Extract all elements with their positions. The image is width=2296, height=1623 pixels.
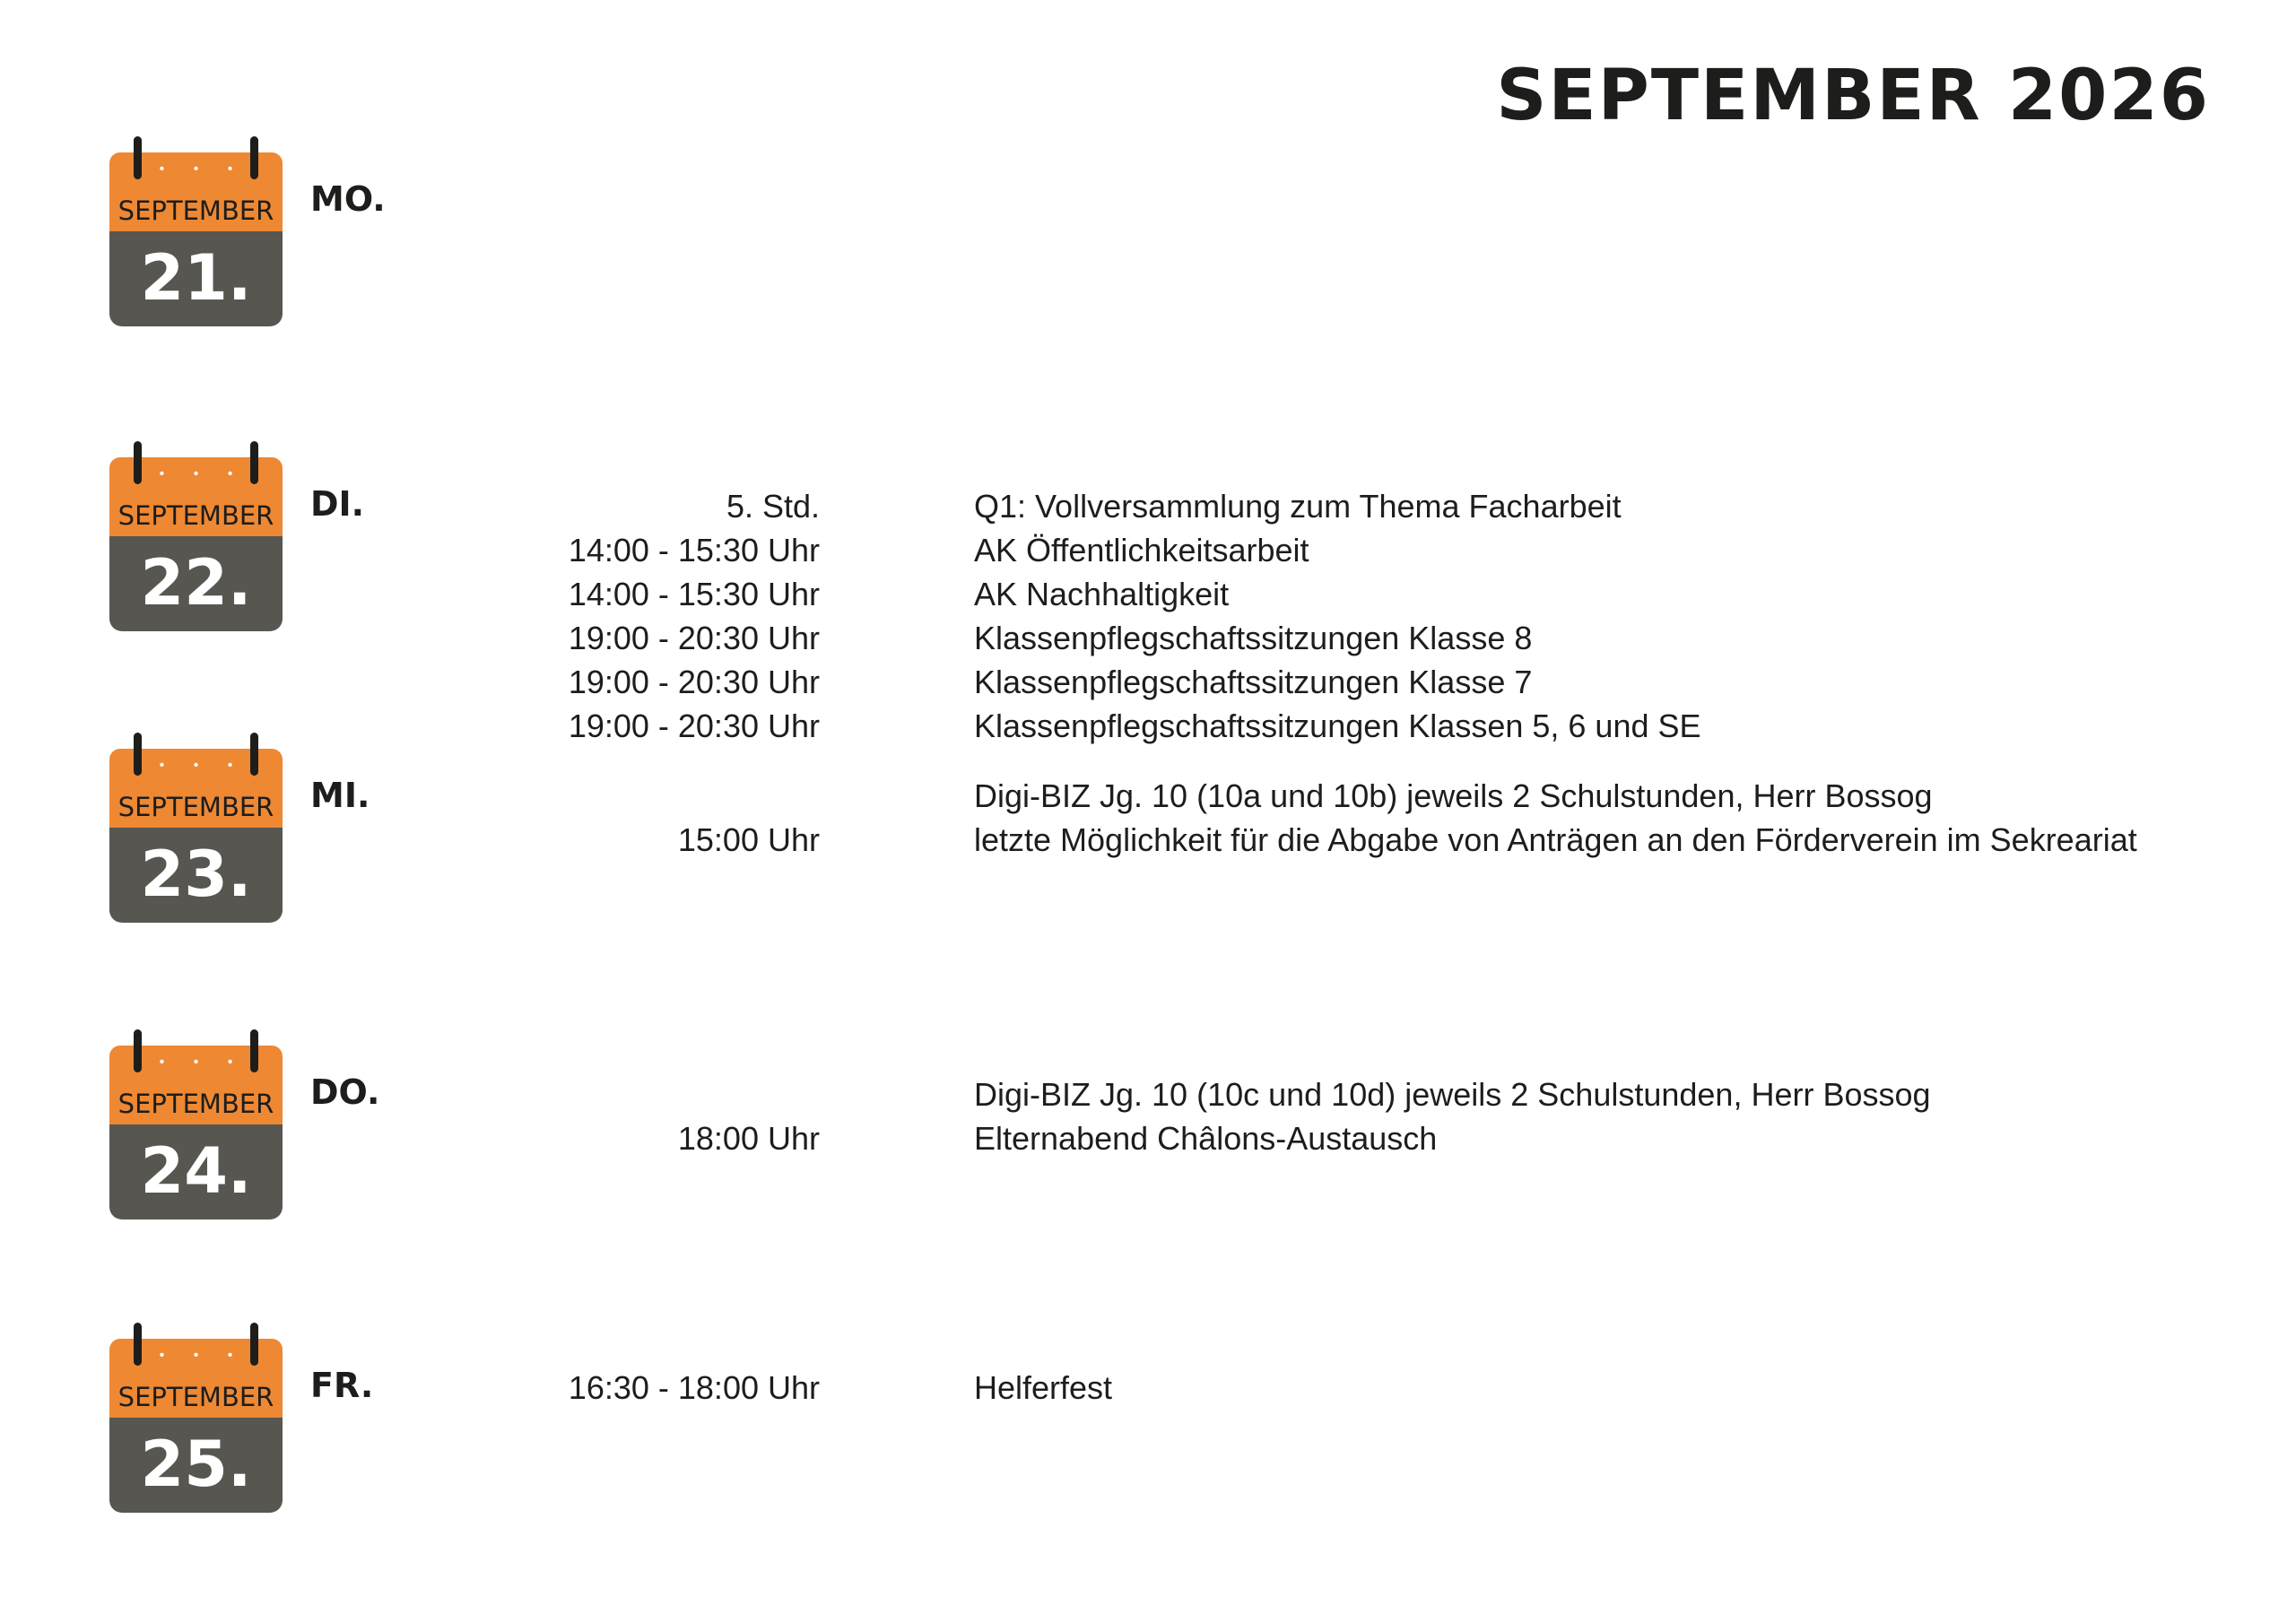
event-row [0, 484, 2296, 528]
event-row [0, 1366, 2296, 1410]
page-title: SEPTEMBER 2026 [1496, 56, 2210, 136]
calendar-dots: • • • [159, 161, 246, 177]
event-time: 14:00 - 15:30 Uhr [568, 576, 820, 612]
calendar-date: 21. [140, 241, 252, 315]
event-time: 18:00 Uhr [677, 1120, 820, 1157]
event-row [0, 704, 2296, 748]
event-description: Digi-BIZ Jg. 10 (10c und 10d) jeweils 2 Schulstunden, Herr Bossog [974, 1076, 1931, 1113]
calendar-ring [250, 1029, 258, 1072]
calendar-dots: • • • [159, 1348, 246, 1363]
event-row [0, 774, 2296, 818]
weekday-label: DO. [310, 1072, 380, 1112]
calendar-ring [134, 441, 142, 484]
weekday-label: MO. [310, 179, 386, 219]
event-description: Elternabend Châlons-Austausch [974, 1120, 1438, 1157]
calendar-month-label: SEPTEMBER [117, 1089, 274, 1119]
calendar-icon [109, 136, 283, 326]
event-description: AK Öffentlichkeitsarbeit [974, 532, 1309, 568]
event-time: 5. Std. [726, 488, 820, 525]
calendar-month-label: SEPTEMBER [117, 1382, 274, 1412]
event-description: Klassenpflegschaftssitzungen Klassen 5, 6 und SE [974, 707, 1701, 744]
calendar-dots: • • • [159, 758, 246, 773]
calendar-month-label: SEPTEMBER [117, 500, 274, 531]
event-description: Klassenpflegschaftssitzungen Klasse 8 [974, 620, 1533, 656]
calendar-ring [134, 733, 142, 776]
weekday-label: DI. [310, 484, 365, 524]
calendar-ring [134, 1323, 142, 1366]
calendar-ring [250, 1323, 258, 1366]
event-time: 19:00 - 20:30 Uhr [568, 707, 820, 744]
event-row [0, 1116, 2296, 1160]
calendar-date: 22. [140, 546, 252, 620]
event-row [0, 818, 2296, 862]
weekday-label: MI. [310, 776, 370, 815]
calendar-ring [250, 733, 258, 776]
event-description: Klassenpflegschaftssitzungen Klasse 7 [974, 664, 1533, 700]
event-row [0, 528, 2296, 572]
calendar-ring [250, 441, 258, 484]
calendar-month-label: SEPTEMBER [117, 195, 274, 226]
event-time: 19:00 - 20:30 Uhr [568, 620, 820, 656]
event-row [0, 660, 2296, 704]
event-row [0, 572, 2296, 616]
calendar-month-label: SEPTEMBER [117, 792, 274, 822]
calendar-date: 25. [140, 1428, 252, 1501]
event-row [0, 1072, 2296, 1116]
event-time: 15:00 Uhr [677, 821, 820, 858]
calendar-icon [109, 1323, 283, 1513]
calendar-ring [134, 136, 142, 179]
event-description: Digi-BIZ Jg. 10 (10a und 10b) jeweils 2 Schulstunden, Herr Bossog [974, 777, 1933, 814]
event-description: Helferfest [974, 1369, 1113, 1406]
calendar-body [109, 1418, 283, 1513]
event-time: 16:30 - 18:00 Uhr [568, 1369, 820, 1406]
event-time: 19:00 - 20:30 Uhr [568, 664, 820, 700]
calendar-date: 24. [140, 1134, 252, 1208]
calendar-ring [250, 136, 258, 179]
event-description: AK Nachhaltigkeit [974, 576, 1230, 612]
calendar-ring [134, 1029, 142, 1072]
calendar-dots: • • • [159, 1055, 246, 1070]
event-description: letzte Möglichkeit für die Abgabe von Anträgen an den Förderverein im Sekreariat [974, 821, 2137, 858]
event-row [0, 616, 2296, 660]
calendar-date: 23. [140, 838, 252, 911]
event-time: 14:00 - 15:30 Uhr [568, 532, 820, 568]
event-description: Q1: Vollversammlung zum Thema Facharbeit [974, 488, 1622, 525]
calendar-dots: • • • [159, 466, 246, 482]
weekday-label: FR. [310, 1366, 374, 1405]
calendar-body [109, 231, 283, 326]
